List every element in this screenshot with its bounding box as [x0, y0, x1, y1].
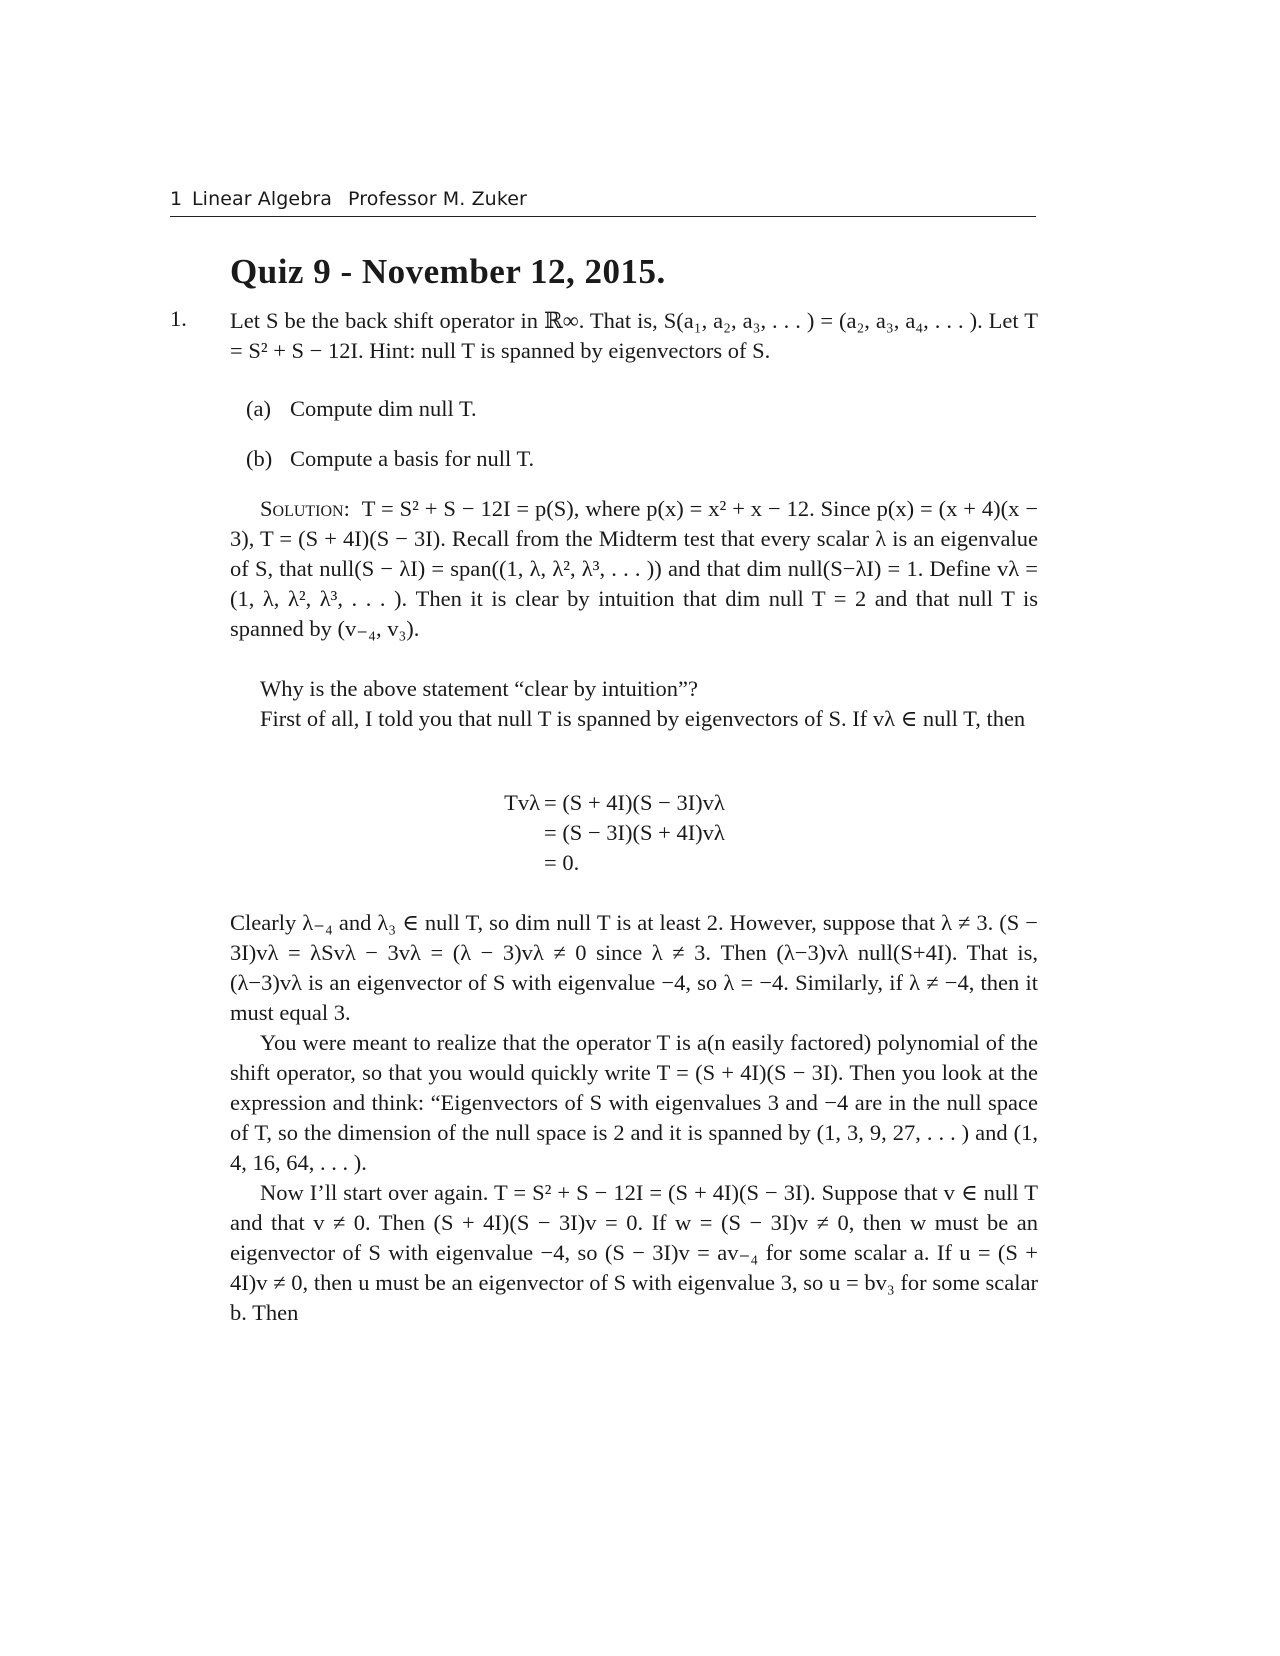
- solution-p1-text: T = S² + S − 12I = p(S), where p(x) = x² + x − 12. Since p(x) = (x + 4)(x − 3), T = (S + 4I)(S − 3I). Recall from the Midterm test that every scalar λ is an eigenvalue of S, that null(S − λI) = span((1, λ, λ², λ³, . . . )) and that dim null(S−λI) = 1. Define vλ = (1, λ, λ², λ³, . . . ). Then it is clear by intuition that dim null T = 2 and that null T is spanned by (v₋₄, v₃).: [230, 496, 1039, 641]
- solution-paragraph-1: [230, 494, 1038, 644]
- running-header: [170, 186, 1036, 217]
- solution-paragraph-2: Why is the above statement “clear by intuition”?: [260, 676, 698, 701]
- solution-paragraph-3: First of all, I told you that null T is spanned by eigenvectors of S. If vλ ∈ null T, then: [260, 706, 1026, 731]
- problem-number: 1.: [170, 306, 187, 331]
- problem-statement: Let S be the back shift operator in ℝ∞. That is, S(a₁, a₂, a₃, . . . ) = (a₂, a₃, a₄, . . . ). Let T = S² + S − 12I. Hint: null T is spanned by eigenvectors of S.: [230, 308, 1038, 363]
- solution-paragraph-6: Now I’ll start over again. T = S² + S − 12I = (S + 4I)(S − 3I). Suppose that v ∈ null T and that v ≠ 0. Then (S + 4I)(S − 3I)v = 0. If w = (S − 3I)v ≠ 0, then w must be an eigenvector of S with eigenvalue −4, so (S − 3I)v = av₋₄ for some scalar a. If u = (S + 4I)v ≠ 0, then u must be an eigenvector of S with eigenvalue 3, so u = bv₃ for some scalar b. Then: [230, 1180, 1038, 1325]
- solution-paragraph-4: Clearly λ₋₄ and λ₃ ∈ null T, so dim null T is at least 2. However, suppose that λ ≠ 3. (S − 3I)vλ = λSvλ − 3vλ = (λ − 3)vλ ≠ 0 since λ ≠ 3. Then (λ−3)vλ null(S+4I). That is, (λ−3)vλ is an eigenvector of S with eigenvalue −4, so λ = −4. Similarly, if λ ≠ −4, then it must equal 3.: [230, 910, 1038, 1025]
- page-title: Quiz 9 - November 12, 2015.: [230, 252, 666, 291]
- equation-lhs: Tvλ: [504, 790, 540, 815]
- equation-line-2: = (S − 3I)(S + 4I)vλ: [544, 820, 725, 845]
- part-a-label: (a): [246, 396, 271, 421]
- equation-line-1: = (S + 4I)(S − 3I)vλ: [544, 790, 725, 815]
- equation-line-3: = 0.: [544, 850, 580, 875]
- part-b-text: Compute a basis for null T.: [290, 446, 535, 471]
- problem-part-a: [246, 396, 477, 422]
- part-b-label: (b): [246, 446, 273, 471]
- header-professor: Professor M. Zuker: [348, 188, 527, 210]
- part-a-text: Compute dim null T.: [290, 396, 477, 421]
- header-course: Linear Algebra: [192, 188, 333, 210]
- problem-part-b: [246, 446, 534, 472]
- solution-paragraph-5: You were meant to realize that the operator T is a(n easily factored) polynomial of the shift operator, so that you would quickly write T = (S + 4I)(S − 3I). Then you look at the expression and think: “Eigenvectors of S with eigenvalues 3 and −4 are in the null space of T, so the dimension of the null space is 2 and it is spanned by (1, 3, 9, 27, . . . ) and (1, 4, 16, 64, . . . ).: [230, 1030, 1038, 1175]
- header-page-number: 1: [170, 188, 183, 210]
- solution-heading: Solution:: [260, 496, 350, 521]
